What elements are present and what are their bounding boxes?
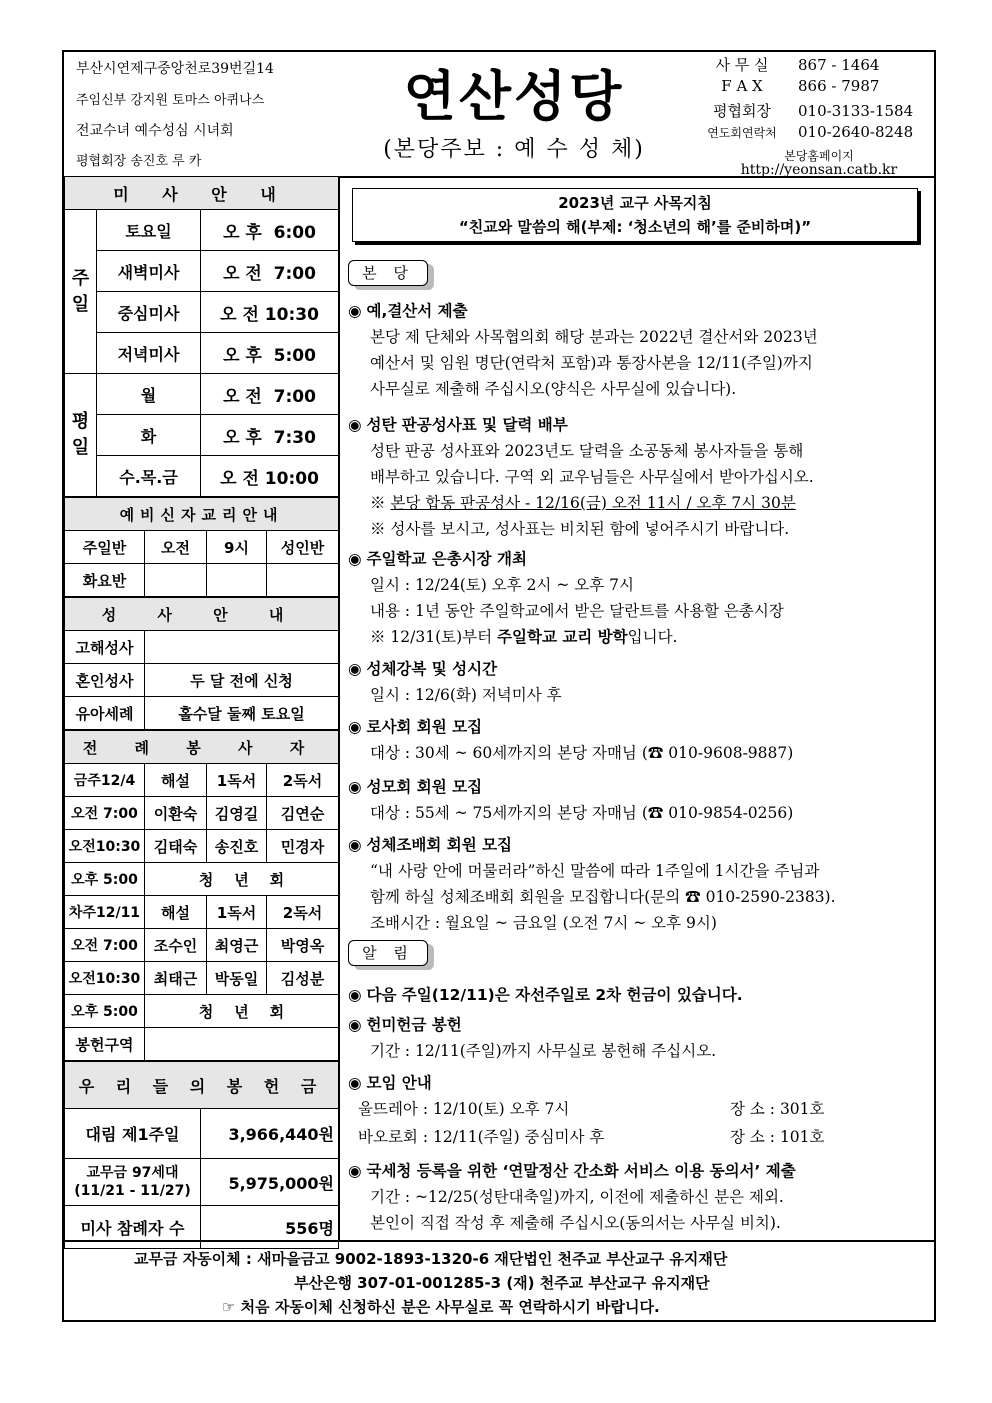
- weekday-label: 평일: [65, 374, 97, 497]
- notice-heading: 성탄 판공성사표 및 달력 배부: [366, 416, 568, 434]
- notice-heading: 성체강복 및 성시간: [366, 660, 498, 678]
- sacrament-info: 두 달 전에 신청: [145, 664, 339, 697]
- server-cell: 송진호: [207, 830, 267, 863]
- nun-info: 전교수녀 예수성심 시녀회: [76, 123, 234, 139]
- sacraments-title: 성 사 안 내: [65, 598, 339, 631]
- server-cell: 이환숙: [145, 797, 207, 830]
- bullet-icon: ◉: [348, 718, 362, 736]
- server-cell: 차주12/11: [65, 896, 145, 929]
- notice-text: 배부하고 있습니다. 구역 외 교우님들은 사무실에서 받아가십시오.: [370, 468, 814, 486]
- servers-table: [64, 730, 339, 1061]
- notice-text: 기간 : ~12/25(성탄대축일)까지, 이전에 제출하신 분은 제외.: [370, 1188, 784, 1206]
- fax-number: F A X 866 - 7987: [721, 77, 880, 95]
- notice-heading: 로사회 회원 모집: [366, 718, 483, 736]
- notice-text: “내 사랑 안에 머물러라”하신 말씀에 따라 1주일에 1시간을 주님과: [370, 862, 820, 880]
- council-phone: 평협회장 010-3133-1584: [713, 102, 914, 120]
- notice-text: 함께 하실 성체조배회 회원을 모집합니다(문의 ☎ 010-2590-2383).: [370, 888, 836, 906]
- notice-heading: 성체조배회 회원 모집: [366, 836, 513, 854]
- sacrament-name: 고해성사: [65, 631, 145, 664]
- catechism-title: 예비신자교리안내: [65, 498, 339, 531]
- notice-text: 조배시간 : 월요일 ~ 금요일 (오전 7시 ~ 오후 9시): [370, 914, 717, 932]
- mass-time: 오 전 7:00: [201, 251, 339, 292]
- bulletin-header: [64, 52, 934, 178]
- server-cell: 오후 5:00: [65, 863, 145, 896]
- notice-text: ※ 본당 합동 판공성사 - 12/16(금) 오전 11시 / 오후 7시 30분: [370, 494, 796, 512]
- offering-value: 5,975,000원: [201, 1159, 339, 1206]
- server-cell: 오전 7:00: [65, 929, 145, 962]
- bullet-icon: ◉: [348, 302, 362, 320]
- catechism-table: [64, 497, 339, 597]
- mass-time: 오 전 10:00: [201, 456, 339, 497]
- notice-text: 예산서 및 임원 명단(연락처 포함)과 통장사본을 12/11(주일)까지: [370, 354, 813, 372]
- bulletin-subtitle: (본당주보 : 예 수 성 체): [383, 137, 645, 162]
- meeting-row: 바오로회 : 12/11(주일) 중심미사 후 장 소 : 101호: [358, 1128, 825, 1146]
- server-cell: 김연순: [267, 797, 339, 830]
- mass-time: 오 후 6:00: [201, 210, 339, 251]
- notice-adoration: [348, 656, 562, 708]
- notice-mother-society: [348, 774, 793, 826]
- mass-time: 오 전 10:30: [201, 292, 339, 333]
- mass-name: 새벽미사: [97, 251, 201, 292]
- server-cell: 1독서: [207, 896, 267, 929]
- bullet-icon: ◉: [348, 836, 362, 854]
- notice-text: 본당 제 단체와 사목협의회 해당 분과는 2022년 결산서와 2023년: [370, 328, 818, 346]
- sacrament-name: 혼인성사: [65, 664, 145, 697]
- server-cell: 금주12/4: [65, 764, 145, 797]
- mass-name: 화: [97, 415, 201, 456]
- notice-school-market: [348, 546, 784, 650]
- notice-heading: 주일학교 은총시장 개최: [366, 550, 527, 568]
- server-cell: 오전 7:00: [65, 797, 145, 830]
- bullet-icon: ◉: [348, 986, 362, 1004]
- catechism-cell: 오전: [145, 531, 207, 564]
- bullet-icon: ◉: [348, 416, 362, 434]
- alumni-phone: 연도회연락처 010-2640-8248: [707, 123, 914, 141]
- server-cell: 청 년 회: [145, 995, 339, 1028]
- church-name-title: 연산성당: [403, 65, 625, 128]
- catechism-cell: 화요반: [65, 564, 145, 597]
- notice-text: 사무실로 제출해 주십시오(양식은 사무실에 있습니다).: [370, 380, 737, 398]
- pastoral-guideline-banner: [352, 188, 918, 242]
- server-cell: 해설: [145, 896, 207, 929]
- servers-title: 전 례 봉 사 자: [65, 731, 339, 764]
- server-cell: 민경자: [267, 830, 339, 863]
- offering-area-value: [145, 1028, 339, 1061]
- homepage-url[interactable]: http://yeonsan.catb.kr: [740, 162, 898, 178]
- bullet-icon: ◉: [348, 778, 362, 796]
- server-cell: 1독서: [207, 764, 267, 797]
- notice-meetings: [348, 1070, 918, 1152]
- sunday-label: 주일: [65, 210, 97, 374]
- footer-line3: ☞ 처음 자동이체 신청하신 분은 사무실로 꼭 연락하시기 바랍니다.: [222, 1298, 660, 1316]
- server-cell: 최태근: [145, 962, 207, 995]
- catechism-cell: 성인반: [267, 531, 339, 564]
- catechism-cell: 9시: [207, 531, 267, 564]
- notice-heading: 다음 주일(12/11)은 자선주일로 2차 헌금이 있습니다.: [366, 986, 743, 1004]
- server-cell: 박동일: [207, 962, 267, 995]
- offering-value: 556명: [201, 1206, 339, 1249]
- server-cell: 2독서: [267, 764, 339, 797]
- banner-line1: 2023년 교구 사목지침: [558, 194, 712, 212]
- banner-line2: “친교와 말씀의 해(부제: ‘청소년의 해’를 준비하며)”: [458, 218, 812, 236]
- notice-tax-consent: [348, 1158, 796, 1236]
- mass-time: 오 후 7:30: [201, 415, 339, 456]
- bullet-icon: ◉: [348, 660, 362, 678]
- server-cell: 김태숙: [145, 830, 207, 863]
- bullet-icon: ◉: [348, 1074, 362, 1092]
- mass-name: 저녁미사: [97, 333, 201, 374]
- left-column: [64, 176, 340, 1240]
- meeting-row: 울뜨레아 : 12/10(토) 오후 7시 장 소 : 301호: [358, 1100, 825, 1118]
- notice-text: 내용 : 1년 동안 주일학교에서 받은 달란트를 사용할 은총시장: [370, 602, 784, 620]
- notice-rice-offering: [348, 1012, 716, 1064]
- sacrament-name: 유아세례: [65, 697, 145, 730]
- server-cell: 2독서: [267, 896, 339, 929]
- notice-christmas: [348, 412, 814, 542]
- server-cell: 박영옥: [267, 929, 339, 962]
- notice-text: 대상 : 30세 ~ 60세까지의 본당 자매님 (☎ 010-9608-9887): [370, 744, 794, 762]
- offering-label: 미사 참례자 수: [65, 1206, 201, 1249]
- server-cell: 오전10:30: [65, 830, 145, 863]
- mass-name: 월: [97, 374, 201, 415]
- pastor-info: 주임신부 강지원 토마스 아퀴나스: [76, 93, 265, 108]
- office-phone: 사 무 실 867 - 1464: [715, 56, 880, 74]
- offering-label: 교무금 97세대 (11/21 - 11/27): [65, 1159, 201, 1206]
- notice-text: 일시 : 12/6(화) 저녁미사 후: [370, 686, 562, 704]
- homepage: [704, 150, 934, 176]
- notice-heading: 성모회 회원 모집: [366, 778, 483, 796]
- bullet-icon: ◉: [348, 550, 362, 568]
- mass-time: 오 전 7:00: [201, 374, 339, 415]
- server-cell: 최영근: [207, 929, 267, 962]
- council-info: 평협회장 송진호 루 카: [76, 154, 202, 169]
- bulletin-frame: [62, 50, 936, 1322]
- notice-text: 일시 : 12/24(토) 오후 2시 ~ 오후 7시: [370, 576, 634, 594]
- notice-second-collection: [348, 982, 743, 1008]
- notice-text: 기간 : 12/11(주일)까지 사무실로 봉헌해 주십시오.: [370, 1042, 717, 1060]
- notice-heading: 국세청 등록을 위한 ‘연말정산 간소화 서비스 이용 동의서’ 제출: [366, 1162, 796, 1180]
- sacrament-info: [145, 631, 339, 664]
- server-cell: 김영길: [207, 797, 267, 830]
- server-cell: 해설: [145, 764, 207, 797]
- sacrament-info: 홀수달 둘째 토요일: [145, 697, 339, 730]
- notice-text: 대상 : 55세 ~ 75세까지의 본당 자매님 (☎ 010-9854-0256): [370, 804, 794, 822]
- notice-adoration-group: [348, 832, 836, 936]
- server-cell: 청 년 회: [145, 863, 339, 896]
- footer-line1: 교무금 자동이체 : 새마을금고 9002-1893-1320-6 재단법인 천주교 부산교구 유지재단: [134, 1250, 728, 1268]
- mass-title: 미 사 안 내: [65, 177, 339, 210]
- mass-name: 토요일: [97, 210, 201, 251]
- mass-time: 오 후 5:00: [201, 333, 339, 374]
- mass-schedule-table: [64, 176, 339, 497]
- notice-text: ※ 12/31(토)부터 주일학교 교리 방학입니다.: [370, 628, 678, 646]
- notice-text: 성탄 판공 성사표와 2023년도 달력을 소공동체 봉사자들을 통해: [370, 442, 804, 460]
- notice-column: [340, 176, 934, 1240]
- bullet-icon: ◉: [348, 1162, 362, 1180]
- catechism-cell: [145, 564, 207, 597]
- notice-heading: 헌미헌금 봉헌: [366, 1016, 462, 1034]
- homepage-label: 본당홈페이지: [784, 149, 854, 163]
- notice-text: 본인이 직접 작성 후 제출해 주십시오(동의서는 사무실 비치).: [370, 1214, 781, 1232]
- sacraments-table: [64, 597, 339, 730]
- offering-label: 대림 제1주일: [65, 1109, 201, 1159]
- catechism-cell: [267, 564, 339, 597]
- church-address: 부산시연제구중앙천로39번길14: [76, 61, 274, 77]
- server-cell: 오전10:30: [65, 962, 145, 995]
- parish-tag: 본 당: [348, 260, 428, 286]
- footer-line2: 부산은행 307-01-001285-3 (재) 천주교 부산교구 유지재단: [294, 1274, 710, 1292]
- notice-heading: 예,결산서 제출: [366, 302, 468, 320]
- mass-name: 중심미사: [97, 292, 201, 333]
- catechism-cell: 주일반: [65, 531, 145, 564]
- notice-rosa-society: [348, 714, 793, 766]
- server-cell: 김성분: [267, 962, 339, 995]
- notice-budget: [348, 298, 818, 402]
- notice-text: ※ 성사를 보시고, 성사표는 비치된 함에 넣어주시기 바랍니다.: [370, 520, 790, 538]
- mass-name: 수.목.금: [97, 456, 201, 497]
- server-cell: 오후 5:00: [65, 995, 145, 1028]
- server-cell: 조수인: [145, 929, 207, 962]
- offerings-title: 우 리 들 의 봉 헌 금: [65, 1062, 339, 1109]
- bullet-icon: ◉: [348, 1016, 362, 1034]
- offering-area-label: 봉헌구역: [65, 1028, 145, 1061]
- offerings-table: [64, 1061, 339, 1249]
- notice-heading: 모임 안내: [366, 1074, 432, 1092]
- catechism-cell: [207, 564, 267, 597]
- bank-transfer-footer: [64, 1240, 934, 1322]
- news-tag: 알 림: [348, 940, 428, 966]
- offering-value: 3,966,440원: [201, 1109, 339, 1159]
